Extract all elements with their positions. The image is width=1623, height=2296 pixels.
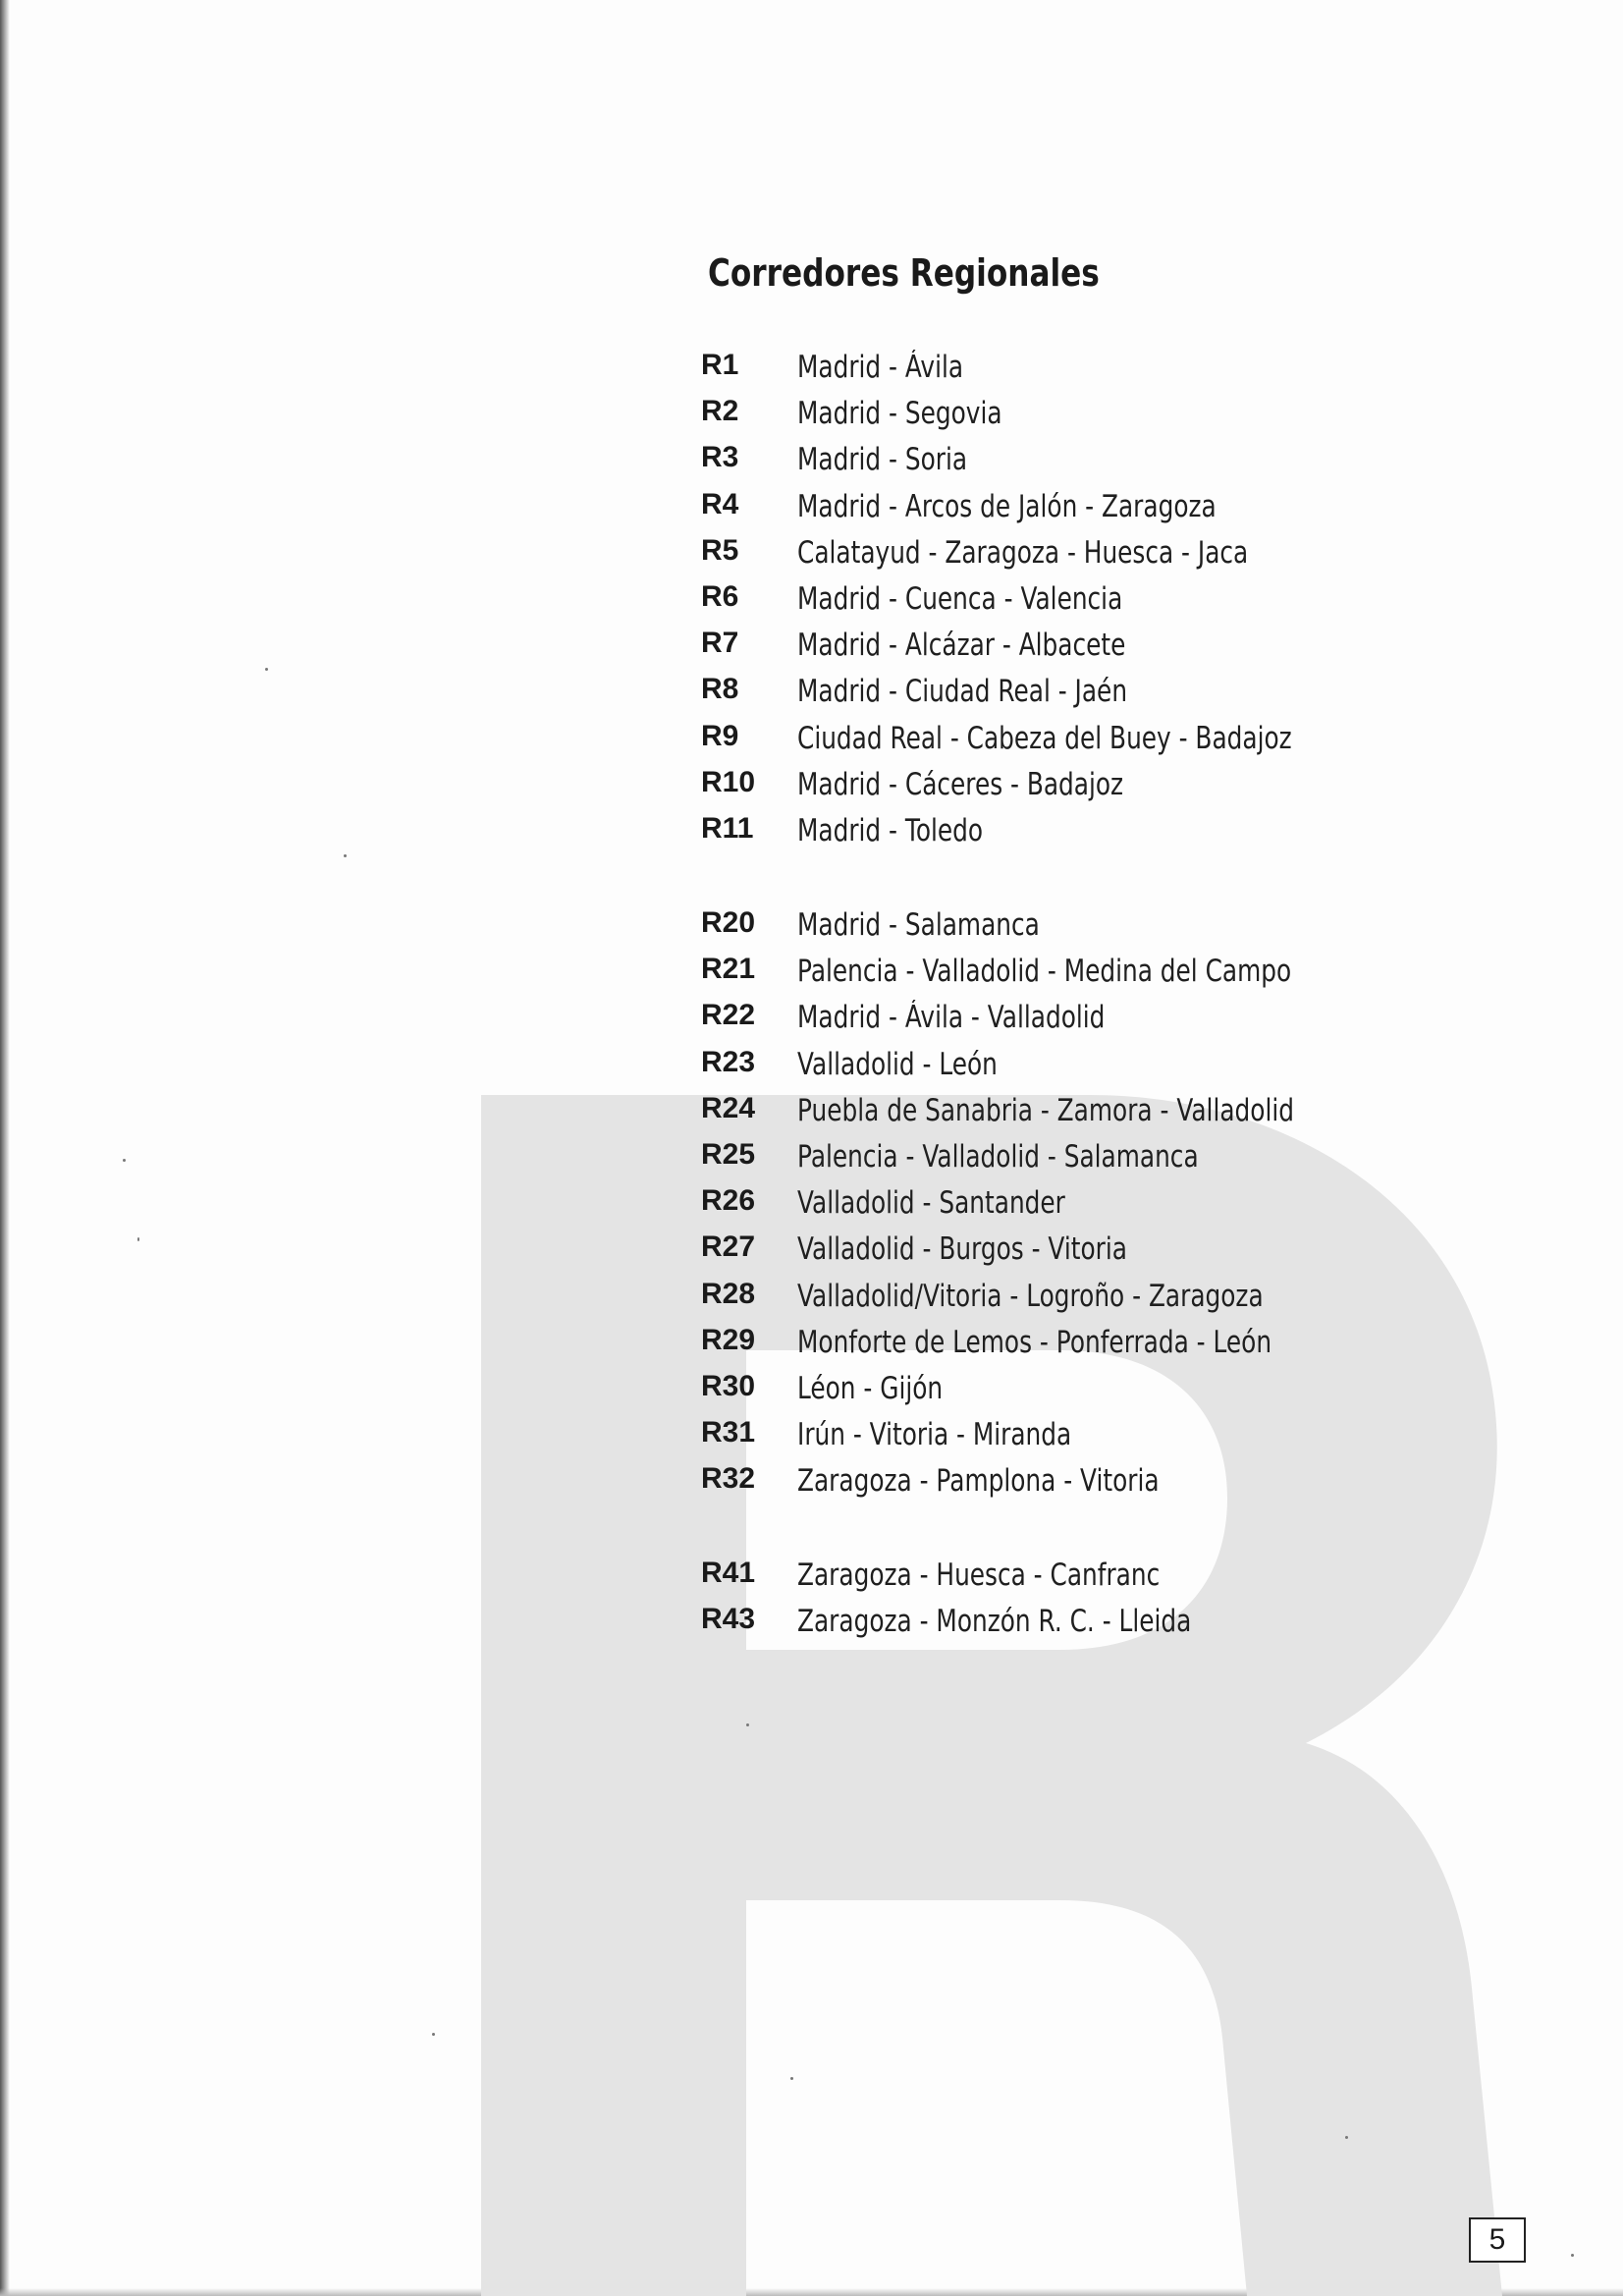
route-code: R8 [701,673,739,706]
route-item [701,577,1388,624]
route-name: Madrid - Soria [797,442,968,478]
route-name: Zaragoza - Pamplona - Vitoria [797,1463,1160,1500]
route-code: R26 [701,1184,756,1218]
route-code: R6 [701,579,739,613]
route-item [701,485,1388,531]
route-code: R21 [701,953,756,986]
route-code: R29 [701,1323,756,1356]
route-name: Madrid - Cáceres - Badajoz [797,766,1124,802]
route-code: R25 [701,1137,756,1171]
route-name: Valladolid - Burgos - Vitoria [797,1231,1127,1268]
route-item [701,763,1388,809]
route-code: R3 [701,441,739,474]
route-code: R1 [701,349,739,381]
route-code: R41 [701,1557,756,1589]
route-item [701,392,1388,438]
route-name: Léon - Gijón [797,1370,944,1406]
route-code: R22 [701,999,756,1032]
scan-speck [265,668,268,671]
route-item [701,624,1388,670]
route-item [701,531,1388,577]
route-code: R5 [701,533,739,567]
scan-edge-shadow [0,0,10,2296]
route-item [701,1413,1388,1459]
route-name: Madrid - Arcos de Jalón - Zaragoza [797,488,1217,524]
scan-speck [790,2077,793,2080]
route-name: Zaragoza - Huesca - Canfranc [797,1558,1161,1593]
scan-speck [1571,2254,1574,2257]
route-name: Palencia - Valladolid - Medina del Campo [797,954,1292,990]
route-name: Irún - Vitoria - Miranda [797,1417,1072,1453]
page-number: 5 [1469,2217,1526,2263]
page-title: Corredores Regionales [708,251,1100,295]
route-item [701,1459,1388,1505]
route-name: Calatayud - Zaragoza - Huesca - Jaca [797,534,1249,571]
route-item [701,1600,1388,1646]
route-item [701,996,1388,1042]
route-code: R2 [701,395,739,428]
route-code: R9 [701,719,739,752]
route-code: R10 [701,765,756,798]
route-item [701,1275,1388,1321]
route-name: Madrid - Ciudad Real - Jaén [797,674,1128,710]
route-name: Palencia - Valladolid - Salamanca [797,1138,1199,1175]
route-item [701,1367,1388,1413]
route-group-1 [701,346,1388,855]
scan-speck [344,854,347,857]
route-code: R31 [701,1416,756,1449]
route-name: Zaragoza - Monzón R. C. - Lleida [797,1604,1192,1640]
route-item [701,1554,1388,1600]
route-item [701,1228,1388,1274]
scan-speck [746,1723,749,1726]
route-item [701,717,1388,763]
route-code: R23 [701,1045,756,1078]
route-name: Valladolid/Vitoria - Logroño - Zaragoza [797,1278,1264,1314]
route-name: Madrid - Ávila - Valladolid [797,1000,1106,1036]
scan-speck [123,1159,126,1162]
route-name: Madrid - Cuenca - Valencia [797,580,1123,617]
route-name: Madrid - Salamanca [797,907,1040,943]
route-group-2 [701,903,1388,1505]
route-item [701,950,1388,996]
route-name: Madrid - Segovia [797,396,1002,432]
route-code: R7 [701,627,739,660]
route-code: R30 [701,1369,756,1402]
route-item [701,809,1388,855]
route-item [701,1181,1388,1228]
route-item [701,1135,1388,1181]
route-item [701,903,1388,950]
route-code: R4 [701,487,739,520]
route-code: R20 [701,906,756,939]
route-item [701,670,1388,716]
scan-speck [137,1237,139,1241]
route-item [701,438,1388,484]
route-item [701,1043,1388,1089]
route-code: R24 [701,1091,756,1124]
route-name: Valladolid - Santander [797,1185,1065,1222]
route-code: R27 [701,1230,756,1264]
route-name: Valladolid - León [797,1046,998,1082]
route-item [701,1321,1388,1367]
route-code: R28 [701,1277,756,1310]
scan-speck [1345,2136,1348,2139]
route-name: Madrid - Ávila [797,350,964,385]
route-name: Monforte de Lemos - Ponferrada - León [797,1324,1272,1360]
route-group-3 [701,1554,1388,1646]
route-name: Ciudad Real - Cabeza del Buey - Badajoz [797,720,1292,756]
scan-speck [432,2033,435,2036]
route-name: Madrid - Toledo [797,812,984,848]
route-code: R32 [701,1462,756,1496]
route-item [701,1089,1388,1135]
route-name: Madrid - Alcázar - Albacete [797,628,1126,664]
route-name: Puebla de Sanabria - Zamora - Valladolid [797,1092,1294,1128]
route-code: R11 [701,811,754,845]
route-code: R43 [701,1603,756,1636]
route-item [701,346,1388,392]
